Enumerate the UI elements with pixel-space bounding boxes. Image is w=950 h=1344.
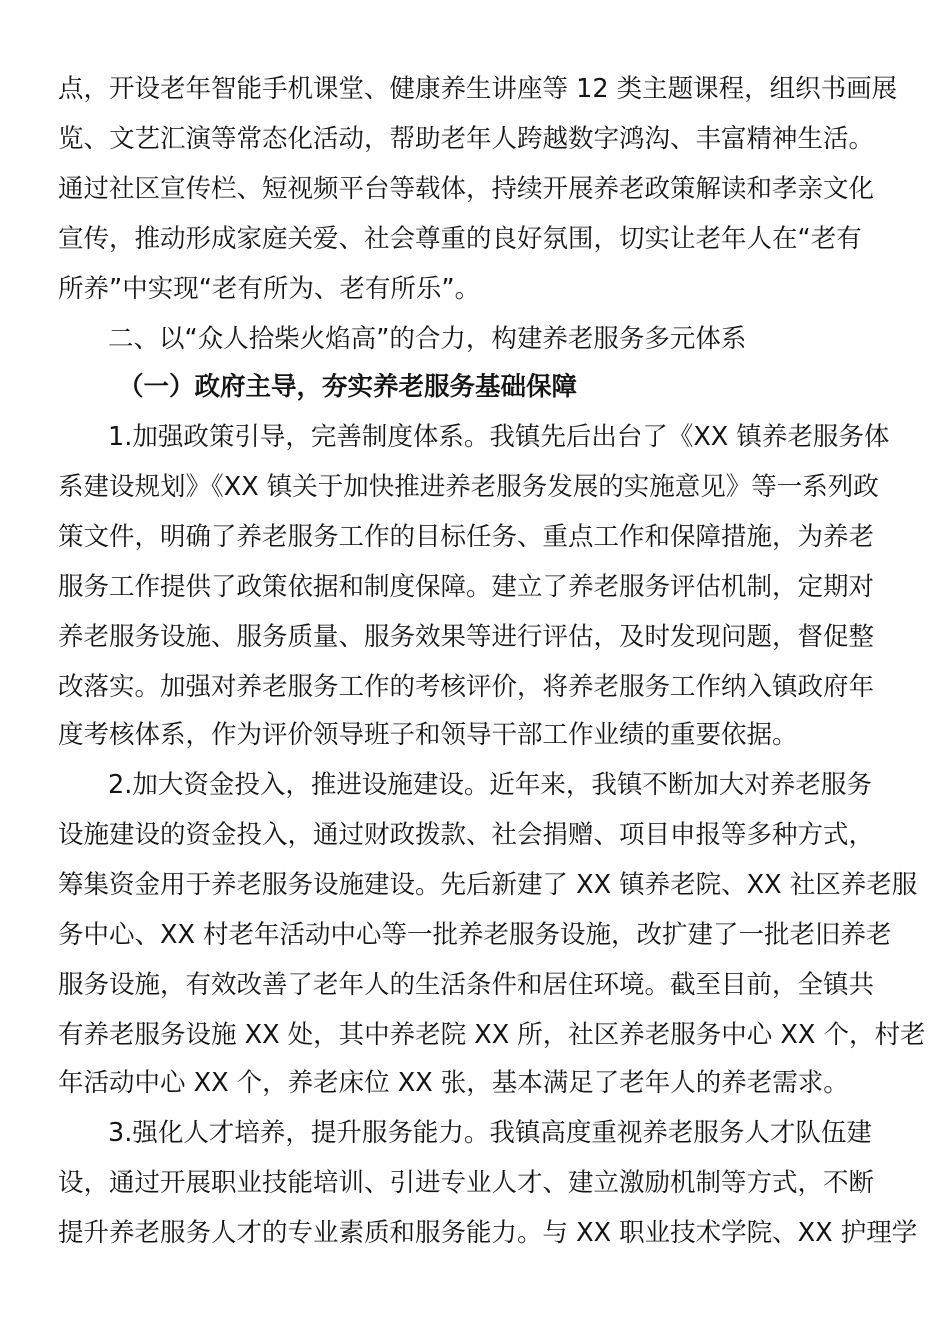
paragraph-line: 2.加大资金投入，推进设施建设。近年来，我镇不断加大对养老服务 xyxy=(108,770,872,800)
paragraph-line: 改落实。加强对养老服务工作的考核评价，将养老服务工作纳入镇政府年 xyxy=(58,672,875,702)
paragraph-line: 度考核体系，作为评价领导班子和领导干部工作业绩的重要依据。 xyxy=(58,720,798,750)
paragraph-line: 宣传，推动形成家庭关爱、社会尊重的良好氛围，切实让老年人在“老有 xyxy=(58,224,862,254)
paragraph-line: 览、文艺汇演等常态化活动，帮助老年人跨越数字鸿沟、丰富精神生活。 xyxy=(58,124,875,154)
paragraph-line: 设施建设的资金投入，通过财政拨款、社会捐赠、项目申报等多种方式， xyxy=(58,820,875,850)
paragraph-line: 年活动中心 XX 个，养老床位 XX 张，基本满足了老年人的养老需求。 xyxy=(58,1068,849,1098)
subsection-heading: （一）政府主导，夯实养老服务基础保障 xyxy=(118,372,578,402)
paragraph-line: 设，通过开展职业技能培训、引进专业人才、建立激励机制等方式，不断 xyxy=(58,1168,875,1198)
paragraph-line: 有养老服务设施 XX 处，其中养老院 XX 所，社区养老服务中心 XX 个，村老 xyxy=(58,1020,926,1050)
paragraph-line: 提升养老服务人才的专业素质和服务能力。与 XX 职业技术学院、XX 护理学 xyxy=(58,1218,918,1248)
paragraph-line: 服务工作提供了政策依据和制度保障。建立了养老服务评估机制，定期对 xyxy=(58,572,875,602)
paragraph-line: 3.强化人才培养，提升服务能力。我镇高度重视养老服务人才队伍建 xyxy=(108,1118,872,1148)
paragraph-line: 养老服务设施、服务质量、服务效果等进行评估，及时发现问题，督促整 xyxy=(58,622,875,652)
paragraph-line: 筹集资金用于养老服务设施建设。先后新建了 XX 镇养老院、XX 社区养老服 xyxy=(58,870,918,900)
paragraph-line: 系建设规划》《XX 镇关于加快推进养老服务发展的实施意见》等一系列政 xyxy=(58,472,879,502)
paragraph-line: 服务设施，有效改善了老年人的生活条件和居住环境。截至目前，全镇共 xyxy=(58,970,875,1000)
paragraph-line: 通过社区宣传栏、短视频平台等载体，持续开展养老政策解读和孝亲文化 xyxy=(58,174,875,204)
paragraph-line: 点，开设老年智能手机课堂、健康养生讲座等 12 类主题课程，组织书画展 xyxy=(58,74,898,104)
paragraph-line: 1.加强政策引导，完善制度体系。我镇先后出台了《XX 镇养老服务体 xyxy=(108,422,890,452)
paragraph-line: 策文件，明确了养老服务工作的目标任务、重点工作和保障措施，为养老 xyxy=(58,522,875,552)
paragraph-line: 务中心、XX 村老年活动中心等一批养老服务设施，改扩建了一批老旧养老 xyxy=(58,920,892,950)
paragraph-line: 所养”中实现“老有所为、老有所乐”。 xyxy=(58,274,481,304)
section-heading: 二、以“众人拾柴火焰高”的合力，构建养老服务多元体系 xyxy=(108,324,747,354)
